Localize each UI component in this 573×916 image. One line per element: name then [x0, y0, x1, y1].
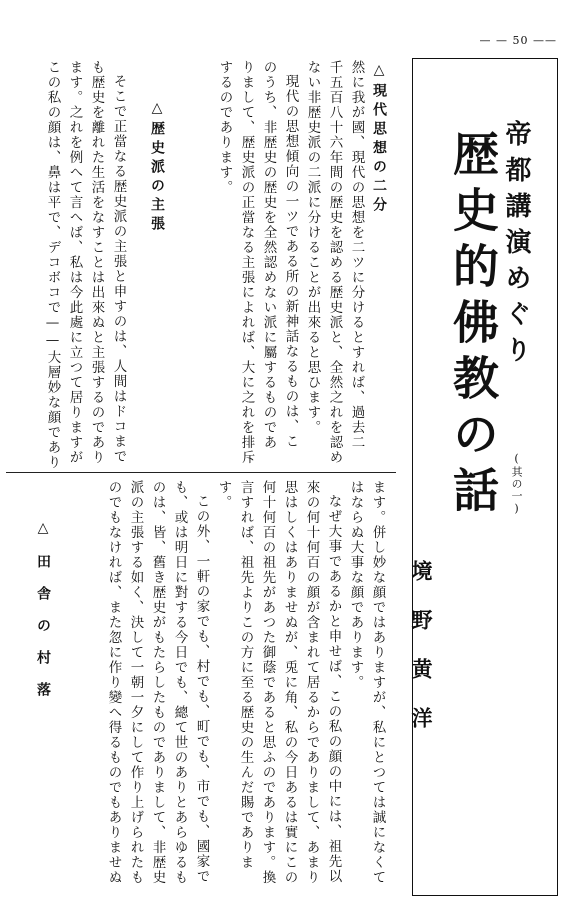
text-column: も歴史を離れた生活をなすことは出來ぬと主張するのであり [88, 60, 105, 465]
text-column: するのであります。 [216, 60, 233, 195]
text-column: のでもなければ、また忽に作り變へ得るものでもありませぬ [105, 480, 122, 885]
section-heading-historical-school: △歴史派の主張 [149, 100, 165, 235]
text-column: はならぬ大事な顔であります。 [347, 480, 364, 690]
text-column: 然に我が國、現代の思想を二ツに分けるとすれば、過去二 [348, 60, 365, 450]
block-divider [6, 472, 396, 473]
series-part-label: (其の一) [510, 452, 523, 516]
text-column: 思はしくはありませぬが、兎に角、私の今日あるは實にこの [281, 480, 298, 885]
text-column: ます。之れを例へて言へば、私は今此處に立つて居りますが [66, 60, 83, 465]
page-number: — — 50 —— [479, 34, 557, 47]
text-column: 來の何十何百の顔が含まれて居るからでありまして、あまり [303, 480, 320, 885]
text-column: のうち、非歴史の歴史を全然認めない派に屬するものであ [260, 60, 277, 450]
text-column: ます。併し妙な顔ではありますが、私にとつては誠になくて [369, 480, 386, 885]
text-column: ない非歴史派の二派に分けることが出來ると思ひます。 [304, 60, 321, 435]
section-heading-modern-thought: △現代思想の二分 [371, 62, 387, 216]
section-heading-rural-village: △田舎の村落 [35, 520, 51, 714]
text-column: 現代の思想傾向の一ツである所の新神話なるものは、こ [282, 74, 299, 449]
text-column: この外、一軒の家でも、村でも、町でも、市でも、國家で [193, 494, 210, 884]
author-name: 境野黄洋 [409, 560, 434, 756]
series-title: 帝都講演めぐり [501, 120, 531, 372]
text-column: この私の顔は、鼻は平で、デコボコで——大層妙な顔であり [44, 60, 61, 470]
article-title: 歴史的佛教の話 [446, 130, 500, 522]
text-column: も、或は明日に對する今日でも、總て世のありとあらゆるも [171, 480, 188, 885]
text-column: す。 [215, 480, 232, 510]
text-column: 派の主張する如く、決して一朝一夕にして作り上げられたも [127, 480, 144, 885]
text-column: 言すれば、祖先よりこの方に至る歴史の生んだ賜でありま [237, 480, 254, 870]
text-column: 千五百八十六年間の歴史を認める歴史派と、全然之れを認め [326, 60, 343, 465]
text-column: そこで正當なる歴史派の主張と申すのは、人間はドコまで [110, 74, 127, 464]
text-column: なぜ大事であるかと申せば、この私の顔の中には、祖先以 [325, 494, 342, 884]
text-column: のは、皆、舊き歴史がもたらしたものでありまして、非歴史 [149, 480, 166, 885]
text-column: りまして、歴史派の正當なる主張によれば、大に之れを排斥 [238, 60, 255, 465]
text-column: 何十何百の祖先があつた御蔭であると思ふのであります。換 [259, 480, 276, 885]
